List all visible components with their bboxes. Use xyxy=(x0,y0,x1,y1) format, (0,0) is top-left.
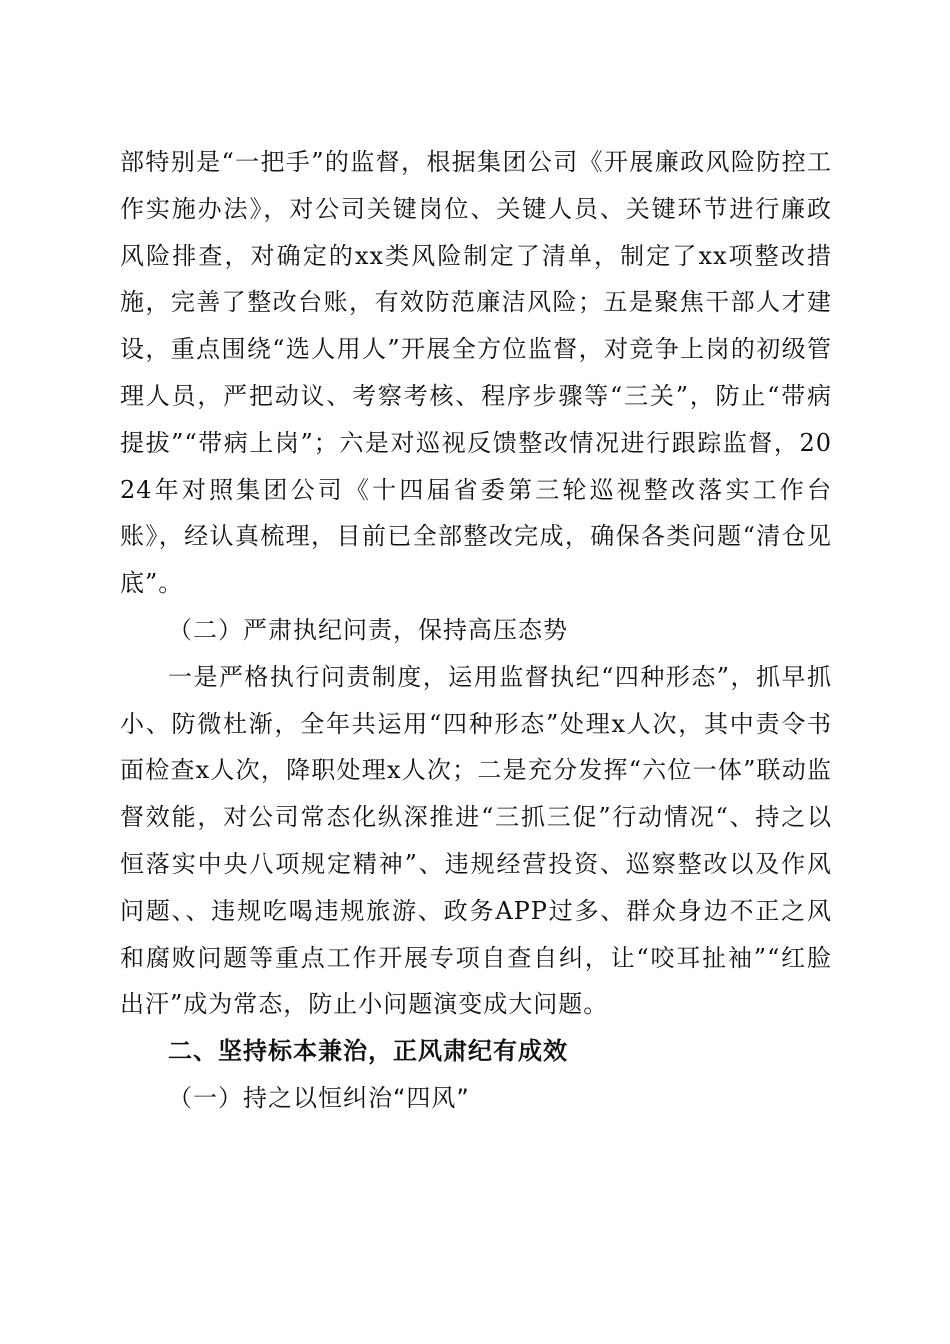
body-paragraph-accountability: 一是严格执行问责制度，运用监督执纪“四种形态”，抓早抓小、防微杜渐，全年共运用“四种形态”处理x人次，其中责令书面检查x人次，降职处理x人次；二是充分发挥“六位一体”联动监督效能，对公司常态化纵深推进“三抓三促”行动情况“、持之以恒落实中央八项规定精神”、违规经营投资、巡察整改以及作风问题、、违规吃喝违规旅游、政务APP过多、群众身边不正之风和腐败问题等重点工作开展专项自查自纠，让“咬耳扯袖”“红脸出汗”成为常态，防止小问题演变成大问题。 xyxy=(120,662,832,1019)
body-paragraph-continued: 部特别是“一把手”的监督，根据集团公司《开展廉政风险防控工作实施办法》，对公司关键岗位、关键人员、关键环节进行廉政风险排查，对确定的xx类风险制定了清单，制定了xx项整改措施，完善了整改台账，有效防范廉洁风险；五是聚焦干部人才建设，重点围绕“选人用人”开展全方位监督，对竞争上岗的初级管理人员，严把动议、考察考核、程序步骤等“三关”，防止“带病提拔”“带病上岗”；六是对巡视反馈整改情况进行跟踪监督，2024年对照集团公司《十四届省委第三轮巡视整改落实工作台账》，经认真梳理，目前已全部整改完成，确保各类问题“清仓见底”。 xyxy=(120,148,832,598)
document-body xyxy=(120,139,832,1122)
subheading-four-winds: （一）持之以恒纠治“四风” xyxy=(168,1083,470,1112)
section-heading-two: 二、坚持标本兼治，正风肃纪有成效 xyxy=(168,1037,568,1066)
subheading-strict-discipline: （二）严肃执纪问责，保持高压态势 xyxy=(168,615,568,644)
